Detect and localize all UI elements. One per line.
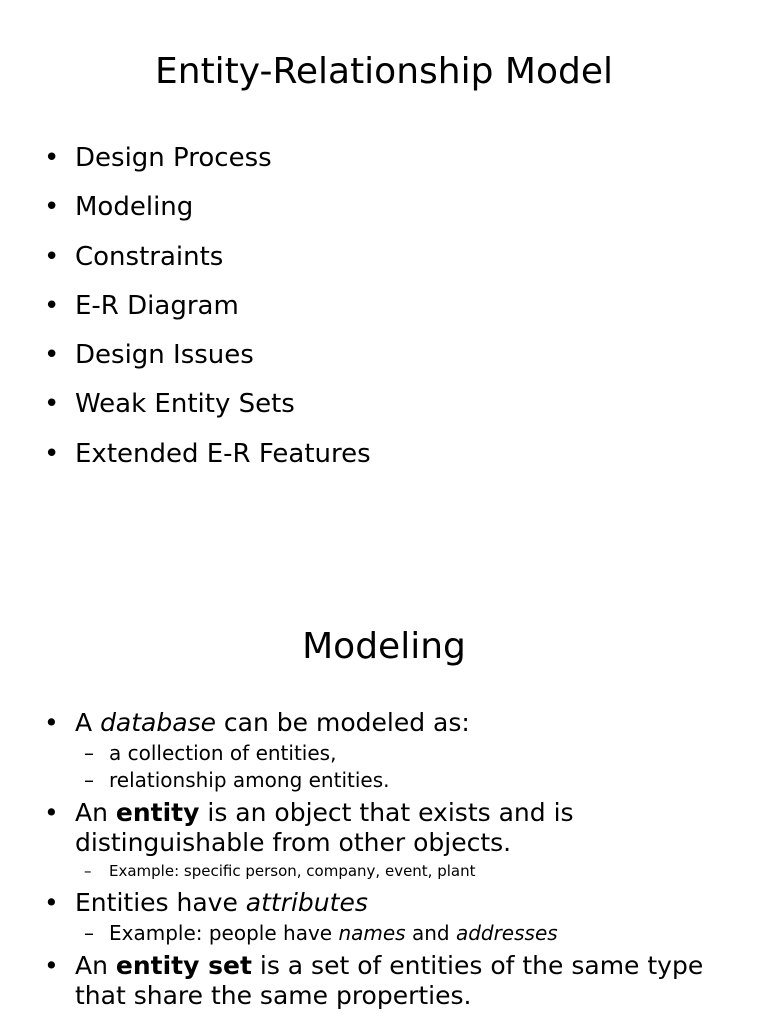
- bullet-icon: •: [44, 340, 60, 371]
- emphasis-text: database: [100, 708, 216, 737]
- bullet-entity: [44, 798, 754, 858]
- text: a collection of entities,: [109, 741, 337, 765]
- list-item: [44, 437, 371, 486]
- bullet-icon: •: [44, 241, 60, 272]
- bullet-icon: •: [44, 951, 59, 980]
- dash-icon: –: [84, 768, 94, 792]
- text: is an object that exists and is distinguishable from other objects.: [75, 798, 574, 857]
- text: A: [75, 708, 101, 737]
- topic-list: [44, 141, 371, 486]
- bullet-icon: •: [44, 192, 60, 223]
- text: relationship among entities.: [109, 768, 390, 792]
- text: Example: specific person, company, event, plant: [109, 862, 476, 880]
- text: Example: people have: [109, 921, 339, 945]
- emphasis-text: attributes: [245, 888, 368, 917]
- text: An: [75, 951, 116, 980]
- slide-entity-relationship-model: [0, 0, 768, 500]
- text: An: [75, 798, 116, 827]
- bullet-icon: •: [44, 438, 60, 469]
- sub-bullet: [44, 740, 754, 767]
- list-item: [44, 240, 371, 289]
- emphasis-text: names: [338, 921, 406, 945]
- bullet-icon: •: [44, 290, 60, 321]
- sub-bullet: [44, 920, 754, 947]
- slide-body: [44, 708, 754, 1011]
- bullet-icon: •: [44, 798, 59, 827]
- text: is a set of entities of the same type that share the same properties.: [75, 951, 704, 1010]
- list-item-text: Weak Entity Sets: [75, 389, 295, 420]
- bullet-icon: •: [44, 143, 60, 173]
- bullet-icon: •: [44, 888, 59, 917]
- slide-title: Modeling: [302, 626, 466, 667]
- list-item-text: Modeling: [75, 192, 194, 223]
- list-item: [44, 190, 371, 239]
- list-item: [44, 289, 371, 338]
- sub-bullet: [44, 767, 754, 794]
- bullet-entity-set: [44, 951, 754, 1011]
- bold-term: entity: [115, 798, 200, 827]
- bullet-icon: •: [44, 389, 60, 420]
- emphasis-text: addresses: [455, 921, 558, 945]
- text: Entities have: [75, 888, 246, 917]
- list-item: [44, 387, 371, 436]
- list-item-text: Extended E-R Features: [75, 438, 371, 469]
- list-item-text: Constraints: [75, 241, 224, 272]
- dash-icon: –: [84, 921, 94, 945]
- dash-icon: –: [84, 741, 94, 765]
- list-item: [44, 338, 371, 387]
- slide-title: Entity-Relationship Model: [155, 51, 613, 92]
- list-item-text: Design Process: [75, 143, 272, 173]
- list-item: [44, 141, 371, 190]
- sub-bullet: [44, 858, 754, 884]
- bullet-attributes: [44, 888, 754, 918]
- bold-term: entity set: [115, 951, 252, 980]
- bullet-icon: •: [44, 708, 59, 737]
- list-item-text: Design Issues: [75, 340, 254, 371]
- text: and: [405, 921, 456, 945]
- text: can be modeled as:: [215, 708, 470, 737]
- dash-icon: –: [84, 862, 92, 880]
- list-item-text: E-R Diagram: [75, 290, 239, 321]
- bullet-database: [44, 708, 754, 738]
- slide-modeling: [0, 576, 768, 1024]
